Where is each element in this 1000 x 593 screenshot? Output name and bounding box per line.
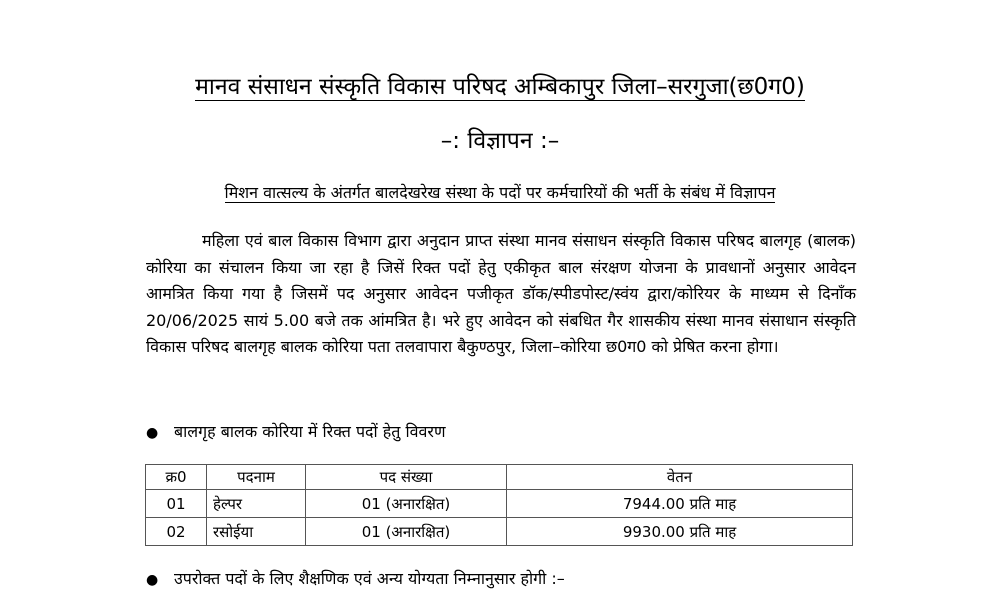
vacancy-table: [145, 464, 853, 546]
bullet-eligibility: [146, 566, 565, 593]
document-title-text: मानव संसाधन संस्कृति विकास परिषद अम्बिकापुर जिला–सरगुजा(छ0ग0): [195, 74, 805, 100]
bullet-text: बालगृह बालक कोरिया में रिक्त पदों हेतु विवरण: [174, 422, 446, 441]
advertisement-label: –: विज्ञापन :–: [440, 128, 560, 154]
bullet-text: उपरोक्त पदों के लिए शैक्षणिक एवं अन्य योग्यता निम्नानुसार होगी :–: [174, 569, 565, 588]
cell-salary: 7944.00 प्रति माह: [507, 490, 853, 518]
advertisement-heading-text: मिशन वात्सल्य के अंतर्गत बालदेखरेख संस्था के पदों पर कर्मचारियों की भर्ती के संबंध में विज्ञापन: [224, 183, 776, 202]
header-serial: क्र0: [146, 465, 207, 490]
body-paragraph: महिला एवं बाल विकास विभाग द्वारा अनुदान प्राप्त संस्था मानव संसाधन संस्कृति विकास परिषद बालगृह (बालक) कोरिया का संचालन किया जा रहा है जिसें रिक्त पदों हेतु एकीकृत बाल संरक्षण योजना के प्रावधानों अनुसार आवेदन आमत्रित किया गया है जिसमें पद अनुसार आवेदन पजीकृत डॉक/स्पीडपोस्ट/स्वंय द्वारा/कोरियर के माध्यम से दिनॉंक 20/06/2025 सायं 5.00 बजे तक आंमत्रित है। भरे हुए आवेदन को संबधित गैर शासकीय संस्था मानव संसाधान संस्कृति विकास परिषद बालगृह बालक कोरिया पता तलवापारा बैकुण्ठपुर, जिला–कोरिया छ0ग0 को प्रेषित करना होगा।: [146, 231, 856, 356]
table-row: [146, 518, 853, 546]
bullet-dot: ●: [146, 572, 159, 588]
advertisement-heading: [0, 180, 1000, 206]
bullet-vacancy-details: [146, 419, 446, 446]
bullet-dot: ●: [146, 425, 159, 441]
document-title: [0, 70, 1000, 104]
cell-serial: 01: [146, 490, 207, 518]
table-row: [146, 490, 853, 518]
cell-post-name: रसोईया: [207, 518, 306, 546]
cell-salary: 9930.00 प्रति माह: [507, 518, 853, 546]
cell-serial: 02: [146, 518, 207, 546]
cell-post-name: हेल्पर: [207, 490, 306, 518]
cell-post-count: 01 (अनारक्षित): [306, 518, 507, 546]
header-post-name: पदनाम: [207, 465, 306, 490]
table-header-row: [146, 465, 853, 490]
header-post-count: पद संख्या: [306, 465, 507, 490]
cell-post-count: 01 (अनारक्षित): [306, 490, 507, 518]
header-salary: वेतन: [507, 465, 853, 490]
